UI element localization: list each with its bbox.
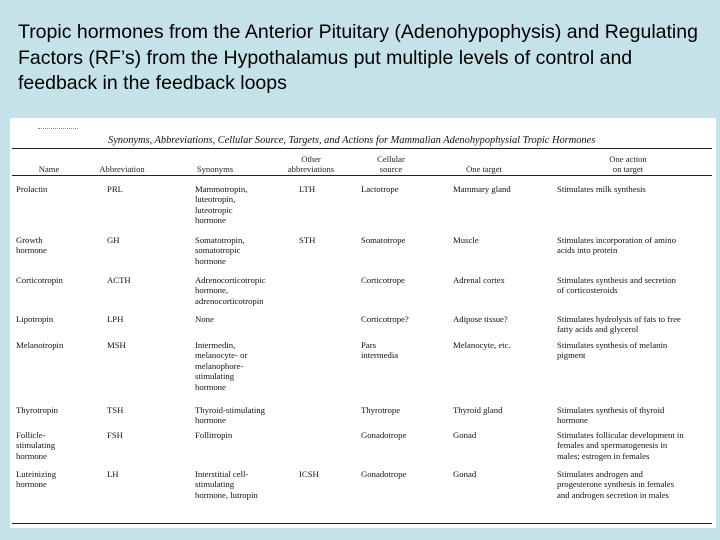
cell-action: Stimulates hydrolysis of fats to free fatty acids and glycerol: [557, 314, 681, 335]
cell-name: Corticotropin: [16, 275, 63, 285]
cell-synonyms: Follitropin: [195, 430, 233, 440]
cell-cellular-source: Pars intermedia: [361, 340, 399, 361]
header-one-target: One target: [466, 164, 502, 174]
cell-abbreviation: TSH: [107, 405, 124, 415]
header-name: Name: [38, 164, 60, 174]
cell-abbreviation: GH: [107, 235, 120, 245]
header-cellular-source: Cellular source: [377, 154, 405, 174]
cell-synonyms: Interstitial cell- stimulating hormone, lutropin: [195, 469, 258, 500]
cell-action: Stimulates incorporation of amino acids into protein: [557, 235, 676, 256]
cell-synonyms: Mammotropin, luteotropin, luteotropic hormone: [195, 184, 248, 226]
header-other-abbreviations: Other abbreviations: [287, 154, 335, 174]
cell-name: Follicle- stimulating hormone: [16, 430, 56, 461]
cell-abbreviation: ACTH: [107, 275, 131, 285]
cell-target: Melanocyte, etc.: [453, 340, 511, 350]
slide-title: Tropic hormones from the Anterior Pituitary (Adenohypophysis) and Regulating Factors (RF’s) from the Hypothalamus put multiple levels of control and feedback in the feedback loops: [18, 21, 698, 94]
table-bottom-rule: [12, 523, 712, 524]
cell-other-abbreviation: ICSH: [299, 469, 319, 479]
cell-name: Growth hormone: [16, 235, 47, 256]
cell-target: Muscle: [453, 235, 479, 245]
cell-action: Stimulates androgen and progesterone synthesis in females and androgen secretion in males: [557, 469, 675, 500]
cell-name: Melanotropin: [16, 340, 64, 350]
header-one-action: One action on target: [609, 154, 647, 174]
cell-abbreviation: LH: [107, 469, 119, 479]
cell-target: Mammary gland: [453, 184, 511, 194]
cell-abbreviation: FSH: [107, 430, 123, 440]
header-abbreviation: Abbreviation: [99, 164, 145, 174]
cell-action: Stimulates synthesis of thyroid hormone: [557, 405, 665, 426]
cell-other-abbreviation: LTH: [299, 184, 316, 194]
cell-action: Stimulates milk synthesis: [557, 184, 646, 194]
slide-footer-band: [0, 528, 720, 540]
cell-cellular-source: Thyrotrope: [361, 405, 401, 415]
cell-cellular-source: Corticotrope?: [361, 314, 409, 324]
scan-edge: [4, 118, 10, 528]
cell-target: Adrenal cortex: [453, 275, 505, 285]
cell-cellular-source: Gonadotrope: [361, 430, 407, 440]
cell-name: Thyrotropin: [16, 405, 58, 415]
cell-synonyms: Intermedin, melanocyte- or melanophore- stimulating hormone: [195, 340, 248, 392]
cell-name: Luteinizing hormone: [16, 469, 57, 490]
scan-artifact: [38, 128, 78, 131]
cell-synonyms: Thyroid-stimulating hormone: [195, 405, 265, 426]
cell-target: Gonad: [453, 430, 477, 440]
scanned-table-image: [4, 118, 716, 528]
cell-other-abbreviation: STH: [299, 235, 316, 245]
cell-abbreviation: LPH: [107, 314, 124, 324]
table-caption: Synonyms, Abbreviations, Cellular Source, Targets, and Actions for Mammalian Adenohypophysial Tropic Hormones: [108, 135, 596, 146]
cell-abbreviation: PRL: [107, 184, 123, 194]
cell-name: Prolactin: [16, 184, 48, 194]
cell-action: Stimulates synthesis and secretion of corticosteroids: [557, 275, 676, 296]
cell-target: Gonad: [453, 469, 477, 479]
cell-synonyms: None: [195, 314, 214, 324]
table-header-rule: [12, 175, 712, 176]
cell-abbreviation: MSH: [107, 340, 126, 350]
cell-synonyms: Somatotropin, somatotropic hormone: [195, 235, 245, 266]
cell-action: Stimulates synthesis of melanin pigment: [557, 340, 668, 361]
cell-target: Thyroid gland: [453, 405, 503, 415]
header-synonyms: Synonyms: [196, 164, 234, 174]
cell-synonyms: Adrenocorticotropic hormone, adrenocorticotropin: [195, 275, 266, 306]
cell-target: Adipose tissue?: [453, 314, 508, 324]
cell-name: Lipotropin: [16, 314, 54, 324]
cell-action: Stimulates follicular development in females and spermatogenesis in males; estrogen in females: [557, 430, 684, 461]
cell-cellular-source: Lactotrope: [361, 184, 399, 194]
cell-cellular-source: Somatotrope: [361, 235, 406, 245]
cell-cellular-source: Corticotrope: [361, 275, 405, 285]
cell-cellular-source: Gonadotrope: [361, 469, 407, 479]
table-top-rule: [12, 148, 712, 149]
